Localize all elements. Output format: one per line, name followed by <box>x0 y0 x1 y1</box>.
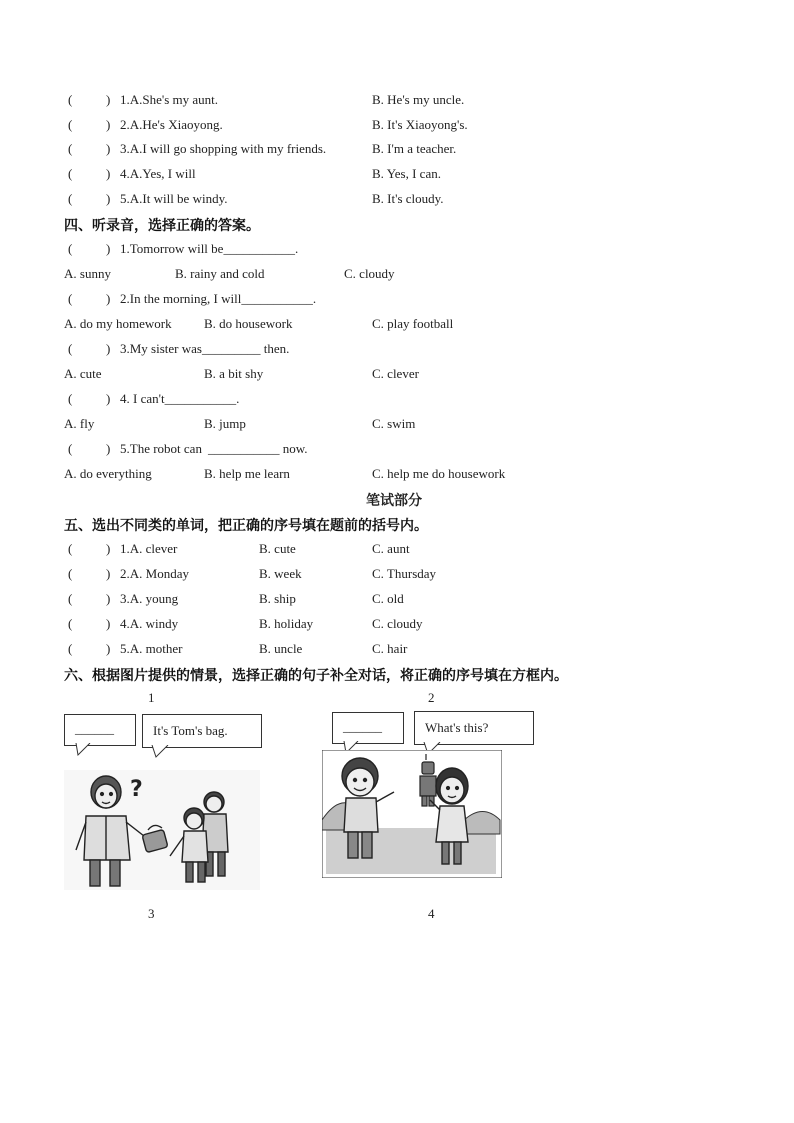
question-mark: ? <box>130 777 143 802</box>
option-b: B. uncle <box>259 641 303 656</box>
paren-open: ( <box>68 92 73 107</box>
written-part-title: 笔试部分 <box>366 493 422 509</box>
option-a: 5.A. mother <box>120 641 183 656</box>
option-c: C. play football <box>372 316 454 331</box>
option-c: C. swim <box>372 416 416 431</box>
scene-2-illustration <box>322 750 502 878</box>
paren-open: ( <box>68 591 73 606</box>
paren-open: ( <box>68 341 73 356</box>
paren-open: ( <box>68 391 73 406</box>
option-a: 1.A.She's my aunt. <box>120 92 219 107</box>
paren-close: ) <box>106 616 111 631</box>
paren-close: ) <box>106 291 111 306</box>
paren-close: ) <box>106 117 111 132</box>
picture-number-4: 4 <box>428 906 435 921</box>
picture-number-3: 3 <box>148 906 155 921</box>
option-b: B. It's cloudy. <box>372 191 444 206</box>
option-a: 1.A. clever <box>120 541 178 556</box>
question-text: 4. I can't___________. <box>120 391 240 406</box>
answer-blank: ______ <box>75 721 114 736</box>
option-a: 4.A. windy <box>120 616 179 631</box>
option-b: B. holiday <box>259 616 314 631</box>
paren-close: ) <box>106 92 111 107</box>
paren-close: ) <box>106 541 111 556</box>
paren-open: ( <box>68 191 73 206</box>
option-b: B. jump <box>204 416 246 431</box>
paren-open: ( <box>68 616 73 631</box>
option-b: B. rainy and cold <box>175 266 265 281</box>
option-a: 4.A.Yes, I will <box>120 166 196 181</box>
option-a: 3.A.I will go shopping with my friends. <box>120 141 327 156</box>
option-c: C. Thursday <box>372 566 437 581</box>
speech-tail <box>74 743 104 757</box>
answer-box-1[interactable] <box>64 714 136 746</box>
paren-close: ) <box>106 341 111 356</box>
option-c: C. old <box>372 591 404 606</box>
option-b: B. Yes, I can. <box>372 166 441 181</box>
paren-open: ( <box>68 166 73 181</box>
option-a: 3.A. young <box>120 591 179 606</box>
option-c: C. cloudy <box>372 616 423 631</box>
option-b: B. cute <box>259 541 296 556</box>
paren-open: ( <box>68 141 73 156</box>
paren-open: ( <box>68 241 73 256</box>
option-b: B. week <box>259 566 302 581</box>
scene-1-illustration <box>64 770 260 890</box>
paren-close: ) <box>106 391 111 406</box>
option-a: A. cute <box>64 366 102 381</box>
section5-heading: 五、选出不同类的单词，把正确的序号填在题前的括号内。 <box>64 518 428 534</box>
option-c: C. help me do housework <box>372 466 506 481</box>
option-b: B. a bit shy <box>204 366 264 381</box>
speech-text: It's Tom's bag. <box>153 723 228 738</box>
option-b: B. help me learn <box>204 466 290 481</box>
paren-open: ( <box>68 641 73 656</box>
paren-close: ) <box>106 166 111 181</box>
option-c: C. aunt <box>372 541 410 556</box>
option-b: B. It's Xiaoyong's. <box>372 117 468 132</box>
option-a: A. sunny <box>64 266 111 281</box>
paren-close: ) <box>106 641 111 656</box>
option-b: B. He's my uncle. <box>372 92 465 107</box>
paren-open: ( <box>68 541 73 556</box>
question-text: 5.The robot can ___________ now. <box>120 441 308 456</box>
option-b: B. do housework <box>204 316 293 331</box>
paren-close: ) <box>106 566 111 581</box>
option-a: A. do everything <box>64 466 152 481</box>
picture-number-1: 1 <box>148 690 155 705</box>
option-a: A. do my homework <box>64 316 172 331</box>
option-c: C. clever <box>372 366 419 381</box>
paren-close: ) <box>106 241 111 256</box>
question-text: 2.In the morning, I will___________. <box>120 291 317 306</box>
paren-open: ( <box>68 566 73 581</box>
paren-open: ( <box>68 117 73 132</box>
option-b: B. ship <box>259 591 296 606</box>
speech-tail <box>150 745 180 759</box>
section6-heading: 六、根据图片提供的情景，选择正确的句子补全对话，将正确的序号填在方框内。 <box>64 668 568 684</box>
question-text: 1.Tomorrow will be___________. <box>120 241 299 256</box>
paren-open: ( <box>68 291 73 306</box>
paren-close: ) <box>106 141 111 156</box>
paren-close: ) <box>106 441 111 456</box>
paren-close: ) <box>106 191 111 206</box>
speech-bubble-1 <box>142 714 262 748</box>
option-c: C. cloudy <box>344 266 395 281</box>
paren-open: ( <box>68 441 73 456</box>
speech-text: What's this? <box>425 720 489 735</box>
option-b: B. I'm a teacher. <box>372 141 457 156</box>
option-a: 5.A.It will be windy. <box>120 191 228 206</box>
question-text: 3.My sister was_________ then. <box>120 341 290 356</box>
section4-heading: 四、听录音，选择正确的答案。 <box>64 218 260 234</box>
option-a: A. fly <box>64 416 95 431</box>
answer-blank: ______ <box>343 719 382 734</box>
option-a: 2.A.He's Xiaoyong. <box>120 117 223 132</box>
option-a: 2.A. Monday <box>120 566 189 581</box>
answer-box-2[interactable] <box>332 712 404 744</box>
speech-bubble-2 <box>414 711 534 745</box>
paren-close: ) <box>106 591 111 606</box>
option-c: C. hair <box>372 641 408 656</box>
picture-number-2: 2 <box>428 690 435 705</box>
